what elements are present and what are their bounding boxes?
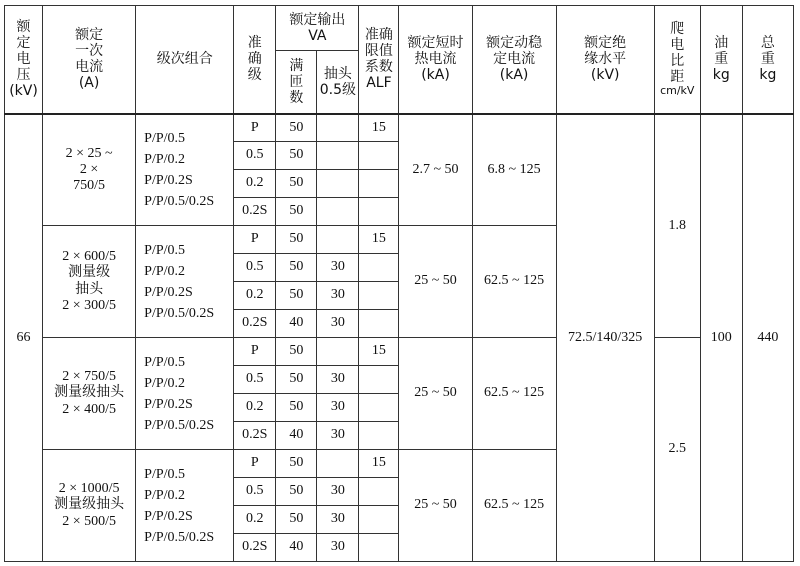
- accuracy-class-cell: 0.2S: [234, 534, 276, 562]
- tap-cell: [317, 142, 359, 170]
- full-turns-cell: 50: [276, 114, 317, 142]
- dynamic-current-value: 62.5 ~ 125: [472, 338, 556, 450]
- header-short-time-current: 额定短时 热电流 (kA): [399, 6, 472, 114]
- tap-cell: [317, 170, 359, 198]
- alf-cell: [359, 282, 399, 310]
- tap-cell: [317, 338, 359, 366]
- full-turns-cell: 50: [276, 142, 317, 170]
- short-time-current-value: 25 ~ 50: [399, 338, 472, 450]
- tap-cell: 30: [317, 506, 359, 534]
- accuracy-class-cell: 0.2: [234, 282, 276, 310]
- header-total-weight: 总 重 kg: [742, 6, 793, 114]
- full-turns-cell: 50: [276, 338, 317, 366]
- header-alf: 准确 限值 系数 ALF: [359, 6, 399, 114]
- header-accuracy-class: 准 确 级: [234, 6, 276, 114]
- header-rated-voltage: 额 定 电 压 (kV): [5, 6, 43, 114]
- alf-cell: 15: [359, 114, 399, 142]
- alf-cell: [359, 478, 399, 506]
- primary-current-value: 2 × 600/5 测量级 抽头 2 × 300/5: [43, 226, 136, 338]
- full-turns-cell: 50: [276, 366, 317, 394]
- header-creepage: 爬 电 比 距 cm/kV: [654, 6, 700, 114]
- dynamic-current-value: 62.5 ~ 125: [472, 226, 556, 338]
- tap-cell: 30: [317, 282, 359, 310]
- insulation-level-value: 72.5/140/325: [556, 114, 654, 562]
- full-turns-cell: 40: [276, 534, 317, 562]
- creepage-value: 2.5: [654, 338, 700, 562]
- full-turns-cell: 40: [276, 310, 317, 338]
- alf-cell: [359, 422, 399, 450]
- header-oil-weight: 油 重 kg: [700, 6, 742, 114]
- full-turns-cell: 50: [276, 170, 317, 198]
- header-full-turns: 满 匝 数: [276, 51, 317, 114]
- accuracy-class-cell: 0.5: [234, 254, 276, 282]
- rated-voltage-value: 66: [5, 114, 43, 562]
- accuracy-class-cell: 0.5: [234, 366, 276, 394]
- dynamic-current-value: 6.8 ~ 125: [472, 114, 556, 226]
- tap-cell: 30: [317, 534, 359, 562]
- tap-cell: 30: [317, 394, 359, 422]
- full-turns-cell: 40: [276, 422, 317, 450]
- accuracy-class-cell: 0.2: [234, 170, 276, 198]
- short-time-current-value: 2.7 ~ 50: [399, 114, 472, 226]
- full-turns-cell: 50: [276, 282, 317, 310]
- oil-weight-value: 100: [700, 114, 742, 562]
- alf-cell: [359, 142, 399, 170]
- primary-current-value: 2 × 750/5 测量级抽头 2 × 400/5: [43, 338, 136, 450]
- tap-cell: 30: [317, 422, 359, 450]
- alf-cell: [359, 534, 399, 562]
- header-primary-current: 额定 一次 电流 (A): [43, 6, 136, 114]
- class-combination-list: P/P/0.5 P/P/0.2 P/P/0.2S P/P/0.5/0.2S: [136, 338, 234, 450]
- alf-cell: [359, 198, 399, 226]
- primary-current-value: 2 × 1000/5 测量级抽头 2 × 500/5: [43, 450, 136, 562]
- alf-cell: 15: [359, 226, 399, 254]
- tap-cell: 30: [317, 310, 359, 338]
- accuracy-class-cell: P: [234, 114, 276, 142]
- accuracy-class-cell: P: [234, 450, 276, 478]
- header-insulation-level: 额定绝 缘水平 (kV): [556, 6, 654, 114]
- accuracy-class-cell: 0.5: [234, 142, 276, 170]
- primary-current-value: 2 × 25 ~ 2 × 750/5: [43, 114, 136, 226]
- tap-cell: [317, 114, 359, 142]
- creepage-value: 1.8: [654, 114, 700, 338]
- accuracy-class-cell: 0.2S: [234, 198, 276, 226]
- full-turns-cell: 50: [276, 226, 317, 254]
- dynamic-current-value: 62.5 ~ 125: [472, 450, 556, 562]
- accuracy-class-cell: 0.2S: [234, 422, 276, 450]
- full-turns-cell: 50: [276, 254, 317, 282]
- header-dynamic-current: 额定动稳 定电流 (kA): [472, 6, 556, 114]
- class-combination-list: P/P/0.5 P/P/0.2 P/P/0.2S P/P/0.5/0.2S: [136, 450, 234, 562]
- accuracy-class-cell: P: [234, 226, 276, 254]
- short-time-current-value: 25 ~ 50: [399, 226, 472, 338]
- accuracy-class-cell: 0.2S: [234, 310, 276, 338]
- tap-cell: [317, 450, 359, 478]
- full-turns-cell: 50: [276, 394, 317, 422]
- alf-cell: [359, 310, 399, 338]
- alf-cell: [359, 394, 399, 422]
- full-turns-cell: 50: [276, 198, 317, 226]
- class-combination-list: P/P/0.5 P/P/0.2 P/P/0.2S P/P/0.5/0.2S: [136, 114, 234, 226]
- alf-cell: [359, 366, 399, 394]
- total-weight-value: 440: [742, 114, 793, 562]
- header-tap: 抽头 0.5级: [317, 51, 359, 114]
- full-turns-cell: 50: [276, 450, 317, 478]
- full-turns-cell: 50: [276, 506, 317, 534]
- class-combination-list: P/P/0.5 P/P/0.2 P/P/0.2S P/P/0.5/0.2S: [136, 226, 234, 338]
- alf-cell: 15: [359, 450, 399, 478]
- header-class-combination: 级次组合: [136, 6, 234, 114]
- alf-cell: [359, 254, 399, 282]
- short-time-current-value: 25 ~ 50: [399, 450, 472, 562]
- alf-cell: 15: [359, 338, 399, 366]
- tap-cell: 30: [317, 366, 359, 394]
- full-turns-cell: 50: [276, 478, 317, 506]
- accuracy-class-cell: 0.2: [234, 506, 276, 534]
- spec-table: [4, 5, 794, 562]
- alf-cell: [359, 506, 399, 534]
- header-rated-output: 额定输出 VA: [276, 6, 359, 51]
- tap-cell: 30: [317, 254, 359, 282]
- tap-cell: 30: [317, 478, 359, 506]
- accuracy-class-cell: P: [234, 338, 276, 366]
- tap-cell: [317, 226, 359, 254]
- tap-cell: [317, 198, 359, 226]
- accuracy-class-cell: 0.5: [234, 478, 276, 506]
- accuracy-class-cell: 0.2: [234, 394, 276, 422]
- alf-cell: [359, 170, 399, 198]
